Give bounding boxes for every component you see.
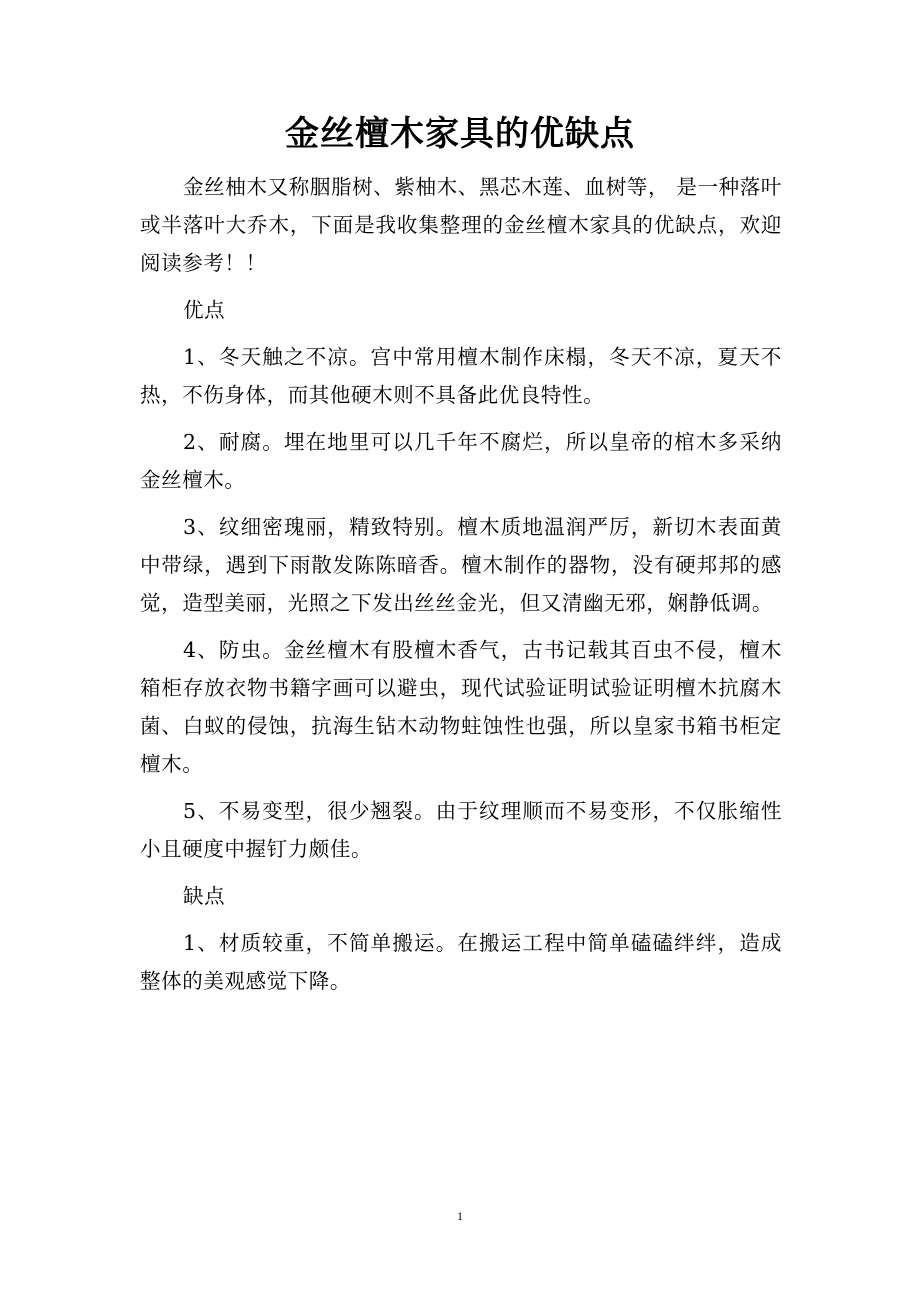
intro-paragraph: 金丝柚木又称胭脂树、紫柚木、黑芯木莲、血树等， 是一种落叶或半落叶大乔木，下面是我收集整理的金丝檀木家具的优缺点，欢迎阅读参考！！: [140, 175, 782, 275]
document-title: 金丝檀木家具的优缺点: [285, 114, 635, 154]
document-body: [140, 168, 782, 1009]
advantage-paragraph-5: 5、不易变型，很少翘裂。由于纹理顺而不易变形，不仅胀缩性小且硬度中握钉力颇佳。: [140, 799, 782, 861]
advantage-paragraph-2: 2、耐腐。埋在地里可以几千年不腐烂，所以皇帝的棺木多采纳金丝檀木。: [140, 430, 782, 492]
section-heading-disadvantages: 缺点: [183, 884, 226, 908]
advantage-paragraph-3: 3、纹细密瑰丽，精致特别。檀木质地温润严厉，新切木表面黄中带绿，遇到下雨散发陈陈暗香。檀木制作的器物，没有硬邦邦的感觉，造型美丽，光照之下发出丝丝金光，但又清幽无邪，娴静低调。: [140, 515, 782, 615]
page-number: 1: [457, 1209, 463, 1223]
disadvantage-paragraph-1: 1、材质较重，不简单搬运。在搬运工程中简单磕磕绊绊，造成整体的美观感觉下降。: [140, 931, 782, 993]
advantage-paragraph-1: 1、冬天触之不凉。宫中常用檀木制作床榻，冬天不凉，夏天不热，不伤身体，而其他硬木则不具备此优良特性。: [140, 345, 782, 407]
advantage-paragraph-4: 4、防虫。金丝檀木有股檀木香气，古书记载其百虫不侵，檀木箱柜存放衣物书籍字画可以避虫，现代试验证明试验证明檀木抗腐木菌、白蚁的侵蚀，抗海生钻木动物蛀蚀性也强，所以皇家书箱书柜定檀木。: [140, 638, 782, 776]
section-heading-advantages: 优点: [183, 298, 226, 322]
